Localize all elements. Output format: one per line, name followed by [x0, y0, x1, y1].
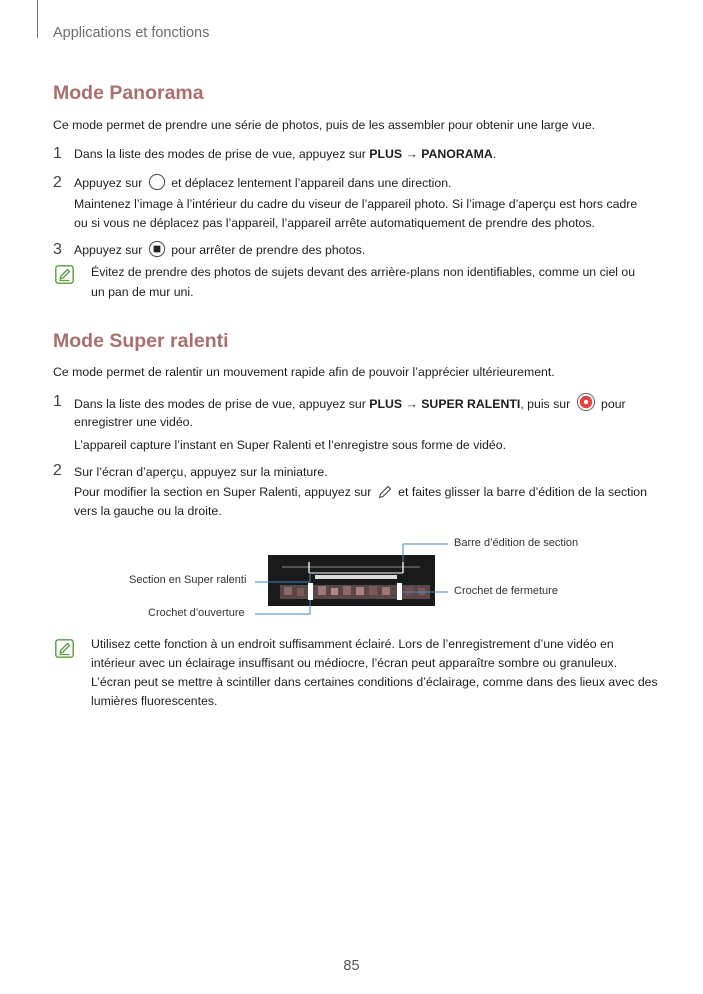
step-number: 1 [53, 145, 62, 162]
panorama-step2-line2: Maintenez l’image à l’intérieur du cadre du viseur de l’appareil photo. Si l’image d’aperçu est hors cadre [74, 197, 638, 211]
record-icon [576, 392, 596, 418]
page-rule [37, 0, 38, 38]
panorama-note-line1: Évitez de prendre des photos de sujets devant des arrière-plans non identifiables, comme un ciel ou [91, 265, 636, 279]
thumbnail-frame [284, 587, 292, 595]
page-number: 85 [343, 958, 360, 974]
arrow-text: → [402, 397, 422, 411]
label-close: Crochet de fermeture [454, 585, 558, 597]
thumbnail-frame [318, 586, 326, 595]
bold-text: PLUS [369, 147, 403, 161]
super-slow-intro: Ce mode permet de ralentir un mouvement rapide afin de pouvoir l’apprécier ultérieurement. [53, 365, 555, 379]
text: et déplacez lentement l’appareil dans une direction. [167, 176, 452, 190]
pencil-icon [377, 484, 393, 506]
closing-bracket-handle [397, 583, 402, 600]
thumbnail-frame [356, 587, 364, 595]
step-number: 2 [53, 174, 62, 191]
panorama-step3 [74, 240, 365, 264]
section-title-panorama: Mode Panorama [53, 82, 204, 104]
super-slow-step2-line1: Sur l’écran d’aperçu, appuyez sur la miniature. [74, 465, 328, 479]
thumbnail-frame [331, 588, 338, 595]
super-slow-edit-figure [0, 530, 703, 630]
step-number: 2 [53, 462, 62, 479]
text: et faites glisser la barre d’édition de la section [394, 485, 647, 499]
text: Appuyez sur [74, 176, 146, 190]
label-section: Section en Super ralenti [129, 574, 247, 586]
section-title-super-slow: Mode Super ralenti [53, 330, 229, 352]
bold-text: PLUS [369, 397, 403, 411]
panorama-step1 [74, 144, 496, 164]
super-slow-note-line2: intérieur avec un éclairage insuffisant ou médiocre, l’écran peut apparaître sombre ou granuleux. [91, 656, 618, 670]
bold-text: SUPER RALENTI [421, 397, 521, 411]
label-open: Crochet d’ouverture [148, 607, 245, 619]
super-slow-note-line1: Utilisez cette fonction à un endroit suffisamment éclairé. Lors de l’enregistrement d’une vidéo en [91, 637, 614, 651]
header-title: Applications et fonctions [53, 25, 210, 41]
text: Dans la liste des modes de prise de vue, appuyez sur [74, 397, 370, 411]
super-slow-step2-line3: vers la gauche ou la droite. [74, 504, 222, 518]
step-number: 3 [53, 241, 62, 258]
panorama-intro: Ce mode permet de prendre une série de photos, puis de les assembler pour obtenir une large vue. [53, 118, 596, 132]
super-slow-step1-line2: enregistrer une vidéo. [74, 415, 193, 429]
stop-icon [148, 240, 166, 264]
text: pour arrêter de prendre des photos. [167, 243, 366, 257]
panorama-step2-line3: ou si vous ne déplacez pas l’appareil, l’appareil arrête automatiquement de prendre des photos. [74, 216, 595, 230]
arrow-text: → [402, 147, 422, 161]
super-slow-note-line4: lumières fluorescentes. [91, 694, 218, 708]
note-icon [55, 639, 74, 658]
text: , puis sur [520, 397, 574, 411]
note-icon [55, 265, 74, 284]
text: Appuyez sur [74, 243, 146, 257]
text: . [492, 147, 497, 161]
thumbnail-frame [297, 588, 304, 596]
thumbnail-frame [382, 587, 390, 595]
text: pour [597, 397, 626, 411]
bold-text: PANORAMA [421, 147, 493, 161]
panorama-note-line2: un pan de mur uni. [91, 285, 194, 299]
thumbnail-frame [369, 586, 377, 595]
super-slow-step1-line3: L’appareil capture l’instant en Super Ralenti et l’enregistre sous forme de vidéo. [74, 438, 507, 452]
thumbnail-frame [405, 587, 413, 595]
text: Pour modifier la section en Super Ralenti, appuyez sur [74, 485, 375, 499]
slow-motion-section [315, 575, 397, 579]
label-edit-bar: Barre d’édition de section [454, 537, 579, 549]
opening-bracket-handle [308, 583, 313, 600]
super-slow-note-line3: L’écran peut se mettre à scintiller dans certaines conditions d’éclairage, comme dans des lieux avec des [91, 675, 658, 689]
thumbnail-frame [343, 586, 351, 595]
step-number: 1 [53, 393, 62, 410]
text: Dans la liste des modes de prise de vue, appuyez sur [74, 147, 370, 161]
